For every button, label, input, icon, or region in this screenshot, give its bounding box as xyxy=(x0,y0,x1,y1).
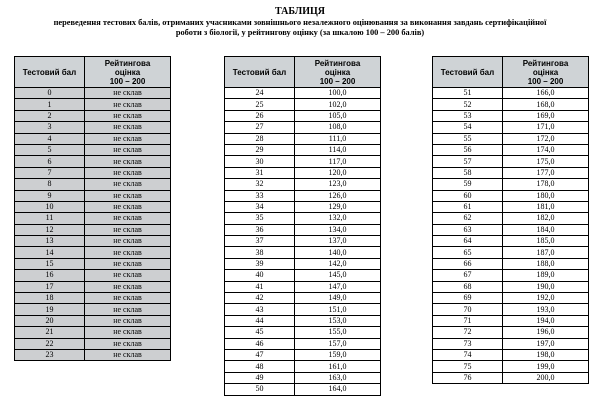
table-row xyxy=(225,361,381,372)
test-score-cell: 21 xyxy=(15,327,85,338)
table-row xyxy=(433,281,589,292)
rating-score-cell: 174,0 xyxy=(503,144,589,155)
test-score-cell: 50 xyxy=(225,384,295,395)
rating-score-cell: 194,0 xyxy=(503,315,589,326)
test-score-cell: 60 xyxy=(433,190,503,201)
table-row xyxy=(225,247,381,258)
test-score-cell: 62 xyxy=(433,213,503,224)
rating-score-cell: не склав xyxy=(85,201,171,212)
test-score-cell: 23 xyxy=(15,349,85,360)
test-score-cell: 73 xyxy=(433,338,503,349)
table-row xyxy=(433,88,589,99)
rating-score-cell: 180,0 xyxy=(503,190,589,201)
column-header-rating-line2: оцінка xyxy=(114,67,141,77)
table-row xyxy=(433,144,589,155)
page-title: ТАБЛИЦЯ xyxy=(275,6,325,17)
column-header-rating xyxy=(503,57,589,88)
test-score-cell: 8 xyxy=(15,179,85,190)
table-row xyxy=(15,338,171,349)
rating-score-cell: 145,0 xyxy=(295,270,381,281)
score-table-3 xyxy=(432,56,589,384)
rating-score-cell: 151,0 xyxy=(295,304,381,315)
rating-score-cell: не склав xyxy=(85,122,171,133)
test-score-cell: 67 xyxy=(433,270,503,281)
table-row xyxy=(225,281,381,292)
test-score-cell: 37 xyxy=(225,236,295,247)
test-score-cell: 30 xyxy=(225,156,295,167)
table-row xyxy=(15,179,171,190)
rating-score-cell: 137,0 xyxy=(295,236,381,247)
table-row xyxy=(225,110,381,121)
test-score-cell: 3 xyxy=(15,122,85,133)
rating-score-cell: 198,0 xyxy=(503,349,589,360)
table-row xyxy=(225,156,381,167)
test-score-cell: 39 xyxy=(225,258,295,269)
rating-score-cell: 100,0 xyxy=(295,88,381,99)
table-row xyxy=(225,201,381,212)
test-score-cell: 75 xyxy=(433,361,503,372)
table-row xyxy=(225,304,381,315)
table-row xyxy=(15,156,171,167)
test-score-cell: 40 xyxy=(225,270,295,281)
rating-score-cell: 159,0 xyxy=(295,349,381,360)
rating-score-cell: 168,0 xyxy=(503,99,589,110)
rating-score-cell: 189,0 xyxy=(503,270,589,281)
table-row xyxy=(225,236,381,247)
score-table-1 xyxy=(14,56,171,361)
rating-score-cell: 192,0 xyxy=(503,293,589,304)
rating-score-cell: 147,0 xyxy=(295,281,381,292)
test-score-cell: 0 xyxy=(15,88,85,99)
rating-score-cell: не склав xyxy=(85,258,171,269)
rating-score-cell: 132,0 xyxy=(295,213,381,224)
rating-score-cell: 166,0 xyxy=(503,88,589,99)
test-score-cell: 17 xyxy=(15,281,85,292)
column-header-rating-line2: оцінка xyxy=(324,67,351,77)
column-header-rating-line3: 100 – 200 xyxy=(527,76,564,86)
table-row xyxy=(225,327,381,338)
rating-score-cell: 200,0 xyxy=(503,372,589,383)
test-score-cell: 63 xyxy=(433,224,503,235)
table-row xyxy=(15,122,171,133)
test-score-cell: 52 xyxy=(433,99,503,110)
rating-score-cell: не склав xyxy=(85,349,171,360)
test-score-cell: 45 xyxy=(225,327,295,338)
table-row xyxy=(15,315,171,326)
test-score-cell: 1 xyxy=(15,99,85,110)
table-row xyxy=(15,213,171,224)
test-score-cell: 54 xyxy=(433,122,503,133)
table-row xyxy=(15,293,171,304)
test-score-cell: 33 xyxy=(225,190,295,201)
table-row xyxy=(433,122,589,133)
rating-score-cell: 114,0 xyxy=(295,144,381,155)
table-row xyxy=(433,213,589,224)
test-score-cell: 36 xyxy=(225,224,295,235)
table-row xyxy=(15,99,171,110)
test-score-cell: 25 xyxy=(225,99,295,110)
test-score-cell: 10 xyxy=(15,201,85,212)
test-score-cell: 72 xyxy=(433,327,503,338)
rating-score-cell: 155,0 xyxy=(295,327,381,338)
rating-score-cell: 140,0 xyxy=(295,247,381,258)
rating-score-cell: не склав xyxy=(85,315,171,326)
rating-score-cell: 163,0 xyxy=(295,372,381,383)
table-row xyxy=(225,224,381,235)
table-row xyxy=(433,224,589,235)
test-score-cell: 27 xyxy=(225,122,295,133)
test-score-cell: 7 xyxy=(15,167,85,178)
table-row xyxy=(225,315,381,326)
column-header-rating-line2: оцінка xyxy=(532,67,559,77)
rating-score-cell: 123,0 xyxy=(295,179,381,190)
table-row xyxy=(15,258,171,269)
test-score-cell: 70 xyxy=(433,304,503,315)
table-row xyxy=(15,133,171,144)
rating-score-cell: не склав xyxy=(85,110,171,121)
rating-score-cell: 157,0 xyxy=(295,338,381,349)
test-score-cell: 5 xyxy=(15,144,85,155)
test-score-cell: 14 xyxy=(15,247,85,258)
table-row xyxy=(433,372,589,383)
rating-score-cell: 178,0 xyxy=(503,179,589,190)
rating-score-cell: не склав xyxy=(85,293,171,304)
rating-score-cell: 190,0 xyxy=(503,281,589,292)
test-score-cell: 13 xyxy=(15,236,85,247)
rating-score-cell: 187,0 xyxy=(503,247,589,258)
rating-score-cell: 120,0 xyxy=(295,167,381,178)
score-table-2 xyxy=(224,56,381,396)
rating-score-cell: 182,0 xyxy=(503,213,589,224)
table-row xyxy=(225,349,381,360)
rating-score-cell: 185,0 xyxy=(503,236,589,247)
rating-score-cell: 199,0 xyxy=(503,361,589,372)
column-header-rating-line3: 100 – 200 xyxy=(109,76,146,86)
table-row xyxy=(433,167,589,178)
table-row xyxy=(225,144,381,155)
table-row xyxy=(15,110,171,121)
table-row xyxy=(225,213,381,224)
table-row xyxy=(433,179,589,190)
rating-score-cell: 153,0 xyxy=(295,315,381,326)
table-row xyxy=(15,281,171,292)
table-row xyxy=(433,247,589,258)
test-score-cell: 20 xyxy=(15,315,85,326)
rating-score-cell: не склав xyxy=(85,213,171,224)
table-row xyxy=(15,247,171,258)
rating-score-cell: 129,0 xyxy=(295,201,381,212)
table-row xyxy=(433,349,589,360)
column-header-rating-line1: Рейтингова xyxy=(104,58,151,68)
test-score-cell: 31 xyxy=(225,167,295,178)
table-row xyxy=(225,190,381,201)
rating-score-cell: не склав xyxy=(85,338,171,349)
rating-score-cell: не склав xyxy=(85,236,171,247)
table-row xyxy=(225,372,381,383)
column-header-rating xyxy=(295,57,381,88)
table-row xyxy=(15,327,171,338)
table-row xyxy=(433,270,589,281)
test-score-cell: 53 xyxy=(433,110,503,121)
column-header-rating-line3: 100 – 200 xyxy=(319,76,356,86)
test-score-cell: 6 xyxy=(15,156,85,167)
table-row xyxy=(433,304,589,315)
rating-score-cell: не склав xyxy=(85,327,171,338)
table-row xyxy=(225,179,381,190)
rating-score-cell: 196,0 xyxy=(503,327,589,338)
rating-score-cell: не склав xyxy=(85,281,171,292)
test-score-cell: 28 xyxy=(225,133,295,144)
rating-score-cell: не склав xyxy=(85,133,171,144)
table-row xyxy=(433,156,589,167)
test-score-cell: 43 xyxy=(225,304,295,315)
rating-score-cell: не склав xyxy=(85,304,171,315)
table-row xyxy=(225,167,381,178)
rating-score-cell: 134,0 xyxy=(295,224,381,235)
table-row xyxy=(225,270,381,281)
table-row xyxy=(433,236,589,247)
rating-score-cell: 181,0 xyxy=(503,201,589,212)
rating-score-cell: 142,0 xyxy=(295,258,381,269)
test-score-cell: 64 xyxy=(433,236,503,247)
test-score-cell: 47 xyxy=(225,349,295,360)
table-row xyxy=(433,293,589,304)
rating-score-cell: не склав xyxy=(85,270,171,281)
table-row xyxy=(15,224,171,235)
table-row xyxy=(433,110,589,121)
rating-score-cell: 126,0 xyxy=(295,190,381,201)
table-row xyxy=(433,315,589,326)
table-row xyxy=(15,190,171,201)
column-header-test-score: Тестовий бал xyxy=(433,57,503,88)
table-row xyxy=(433,99,589,110)
test-score-cell: 34 xyxy=(225,201,295,212)
test-score-cell: 55 xyxy=(433,133,503,144)
rating-score-cell: 161,0 xyxy=(295,361,381,372)
test-score-cell: 42 xyxy=(225,293,295,304)
rating-score-cell: 108,0 xyxy=(295,122,381,133)
rating-score-cell: 105,0 xyxy=(295,110,381,121)
rating-score-cell: 169,0 xyxy=(503,110,589,121)
rating-score-cell: не склав xyxy=(85,88,171,99)
test-score-cell: 56 xyxy=(433,144,503,155)
rating-score-cell: 164,0 xyxy=(295,384,381,395)
column-header-test-score: Тестовий бал xyxy=(225,57,295,88)
table-row xyxy=(15,270,171,281)
table-row xyxy=(433,201,589,212)
rating-score-cell: не склав xyxy=(85,99,171,110)
test-score-cell: 76 xyxy=(433,372,503,383)
column-header-rating-line1: Рейтингова xyxy=(314,58,361,68)
table-row xyxy=(433,338,589,349)
table-row xyxy=(15,88,171,99)
test-score-cell: 16 xyxy=(15,270,85,281)
score-table-body xyxy=(225,88,381,396)
test-score-cell: 69 xyxy=(433,293,503,304)
table-row xyxy=(225,99,381,110)
rating-score-cell: 171,0 xyxy=(503,122,589,133)
test-score-cell: 49 xyxy=(225,372,295,383)
rating-score-cell: 193,0 xyxy=(503,304,589,315)
test-score-cell: 66 xyxy=(433,258,503,269)
table-row xyxy=(225,293,381,304)
table-row xyxy=(225,133,381,144)
table-row xyxy=(15,236,171,247)
test-score-cell: 44 xyxy=(225,315,295,326)
test-score-cell: 57 xyxy=(433,156,503,167)
rating-score-cell: 111,0 xyxy=(295,133,381,144)
table-row xyxy=(15,304,171,315)
rating-score-cell: 102,0 xyxy=(295,99,381,110)
score-table-body xyxy=(15,88,171,361)
rating-score-cell: 175,0 xyxy=(503,156,589,167)
rating-score-cell: 197,0 xyxy=(503,338,589,349)
test-score-cell: 26 xyxy=(225,110,295,121)
page-header xyxy=(0,0,600,38)
rating-score-cell: 184,0 xyxy=(503,224,589,235)
rating-score-cell: 149,0 xyxy=(295,293,381,304)
table-row xyxy=(225,258,381,269)
test-score-cell: 46 xyxy=(225,338,295,349)
test-score-cell: 41 xyxy=(225,281,295,292)
table-row xyxy=(225,338,381,349)
test-score-cell: 58 xyxy=(433,167,503,178)
table-row xyxy=(15,144,171,155)
table-row xyxy=(433,133,589,144)
table-row xyxy=(15,167,171,178)
table-row xyxy=(225,122,381,133)
test-score-cell: 22 xyxy=(15,338,85,349)
rating-score-cell: 188,0 xyxy=(503,258,589,269)
table-row xyxy=(433,258,589,269)
table-row xyxy=(15,201,171,212)
test-score-cell: 18 xyxy=(15,293,85,304)
table-row xyxy=(225,88,381,99)
score-table-body xyxy=(433,88,589,384)
rating-score-cell: не склав xyxy=(85,190,171,201)
rating-score-cell: не склав xyxy=(85,156,171,167)
test-score-cell: 51 xyxy=(433,88,503,99)
test-score-cell: 11 xyxy=(15,213,85,224)
page-subtitle: переведення тестових балів, отриманих учасниками зовнішнього незалежного оцінювання за виконання завдань сертифікаційної роботи з біології, у рейтингову оцінку (за шкалою 100 – 200 балів) xyxy=(53,18,547,37)
test-score-cell: 24 xyxy=(225,88,295,99)
test-score-cell: 59 xyxy=(433,179,503,190)
rating-score-cell: не склав xyxy=(85,144,171,155)
test-score-cell: 74 xyxy=(433,349,503,360)
test-score-cell: 19 xyxy=(15,304,85,315)
rating-score-cell: не склав xyxy=(85,179,171,190)
table-row xyxy=(225,384,381,395)
table-row xyxy=(433,361,589,372)
column-header-test-score: Тестовий бал xyxy=(15,57,85,88)
test-score-cell: 9 xyxy=(15,190,85,201)
test-score-cell: 32 xyxy=(225,179,295,190)
test-score-cell: 29 xyxy=(225,144,295,155)
test-score-cell: 71 xyxy=(433,315,503,326)
column-header-rating-line1: Рейтингова xyxy=(522,58,569,68)
rating-score-cell: не склав xyxy=(85,167,171,178)
test-score-cell: 48 xyxy=(225,361,295,372)
test-score-cell: 2 xyxy=(15,110,85,121)
test-score-cell: 4 xyxy=(15,133,85,144)
rating-score-cell: не склав xyxy=(85,224,171,235)
test-score-cell: 15 xyxy=(15,258,85,269)
table-row xyxy=(15,349,171,360)
table-row xyxy=(433,190,589,201)
rating-score-cell: не склав xyxy=(85,247,171,258)
table-row xyxy=(433,327,589,338)
test-score-cell: 35 xyxy=(225,213,295,224)
test-score-cell: 38 xyxy=(225,247,295,258)
rating-score-cell: 177,0 xyxy=(503,167,589,178)
rating-score-cell: 172,0 xyxy=(503,133,589,144)
rating-score-cell: 117,0 xyxy=(295,156,381,167)
column-header-rating xyxy=(85,57,171,88)
test-score-cell: 65 xyxy=(433,247,503,258)
test-score-cell: 12 xyxy=(15,224,85,235)
test-score-cell: 61 xyxy=(433,201,503,212)
test-score-cell: 68 xyxy=(433,281,503,292)
